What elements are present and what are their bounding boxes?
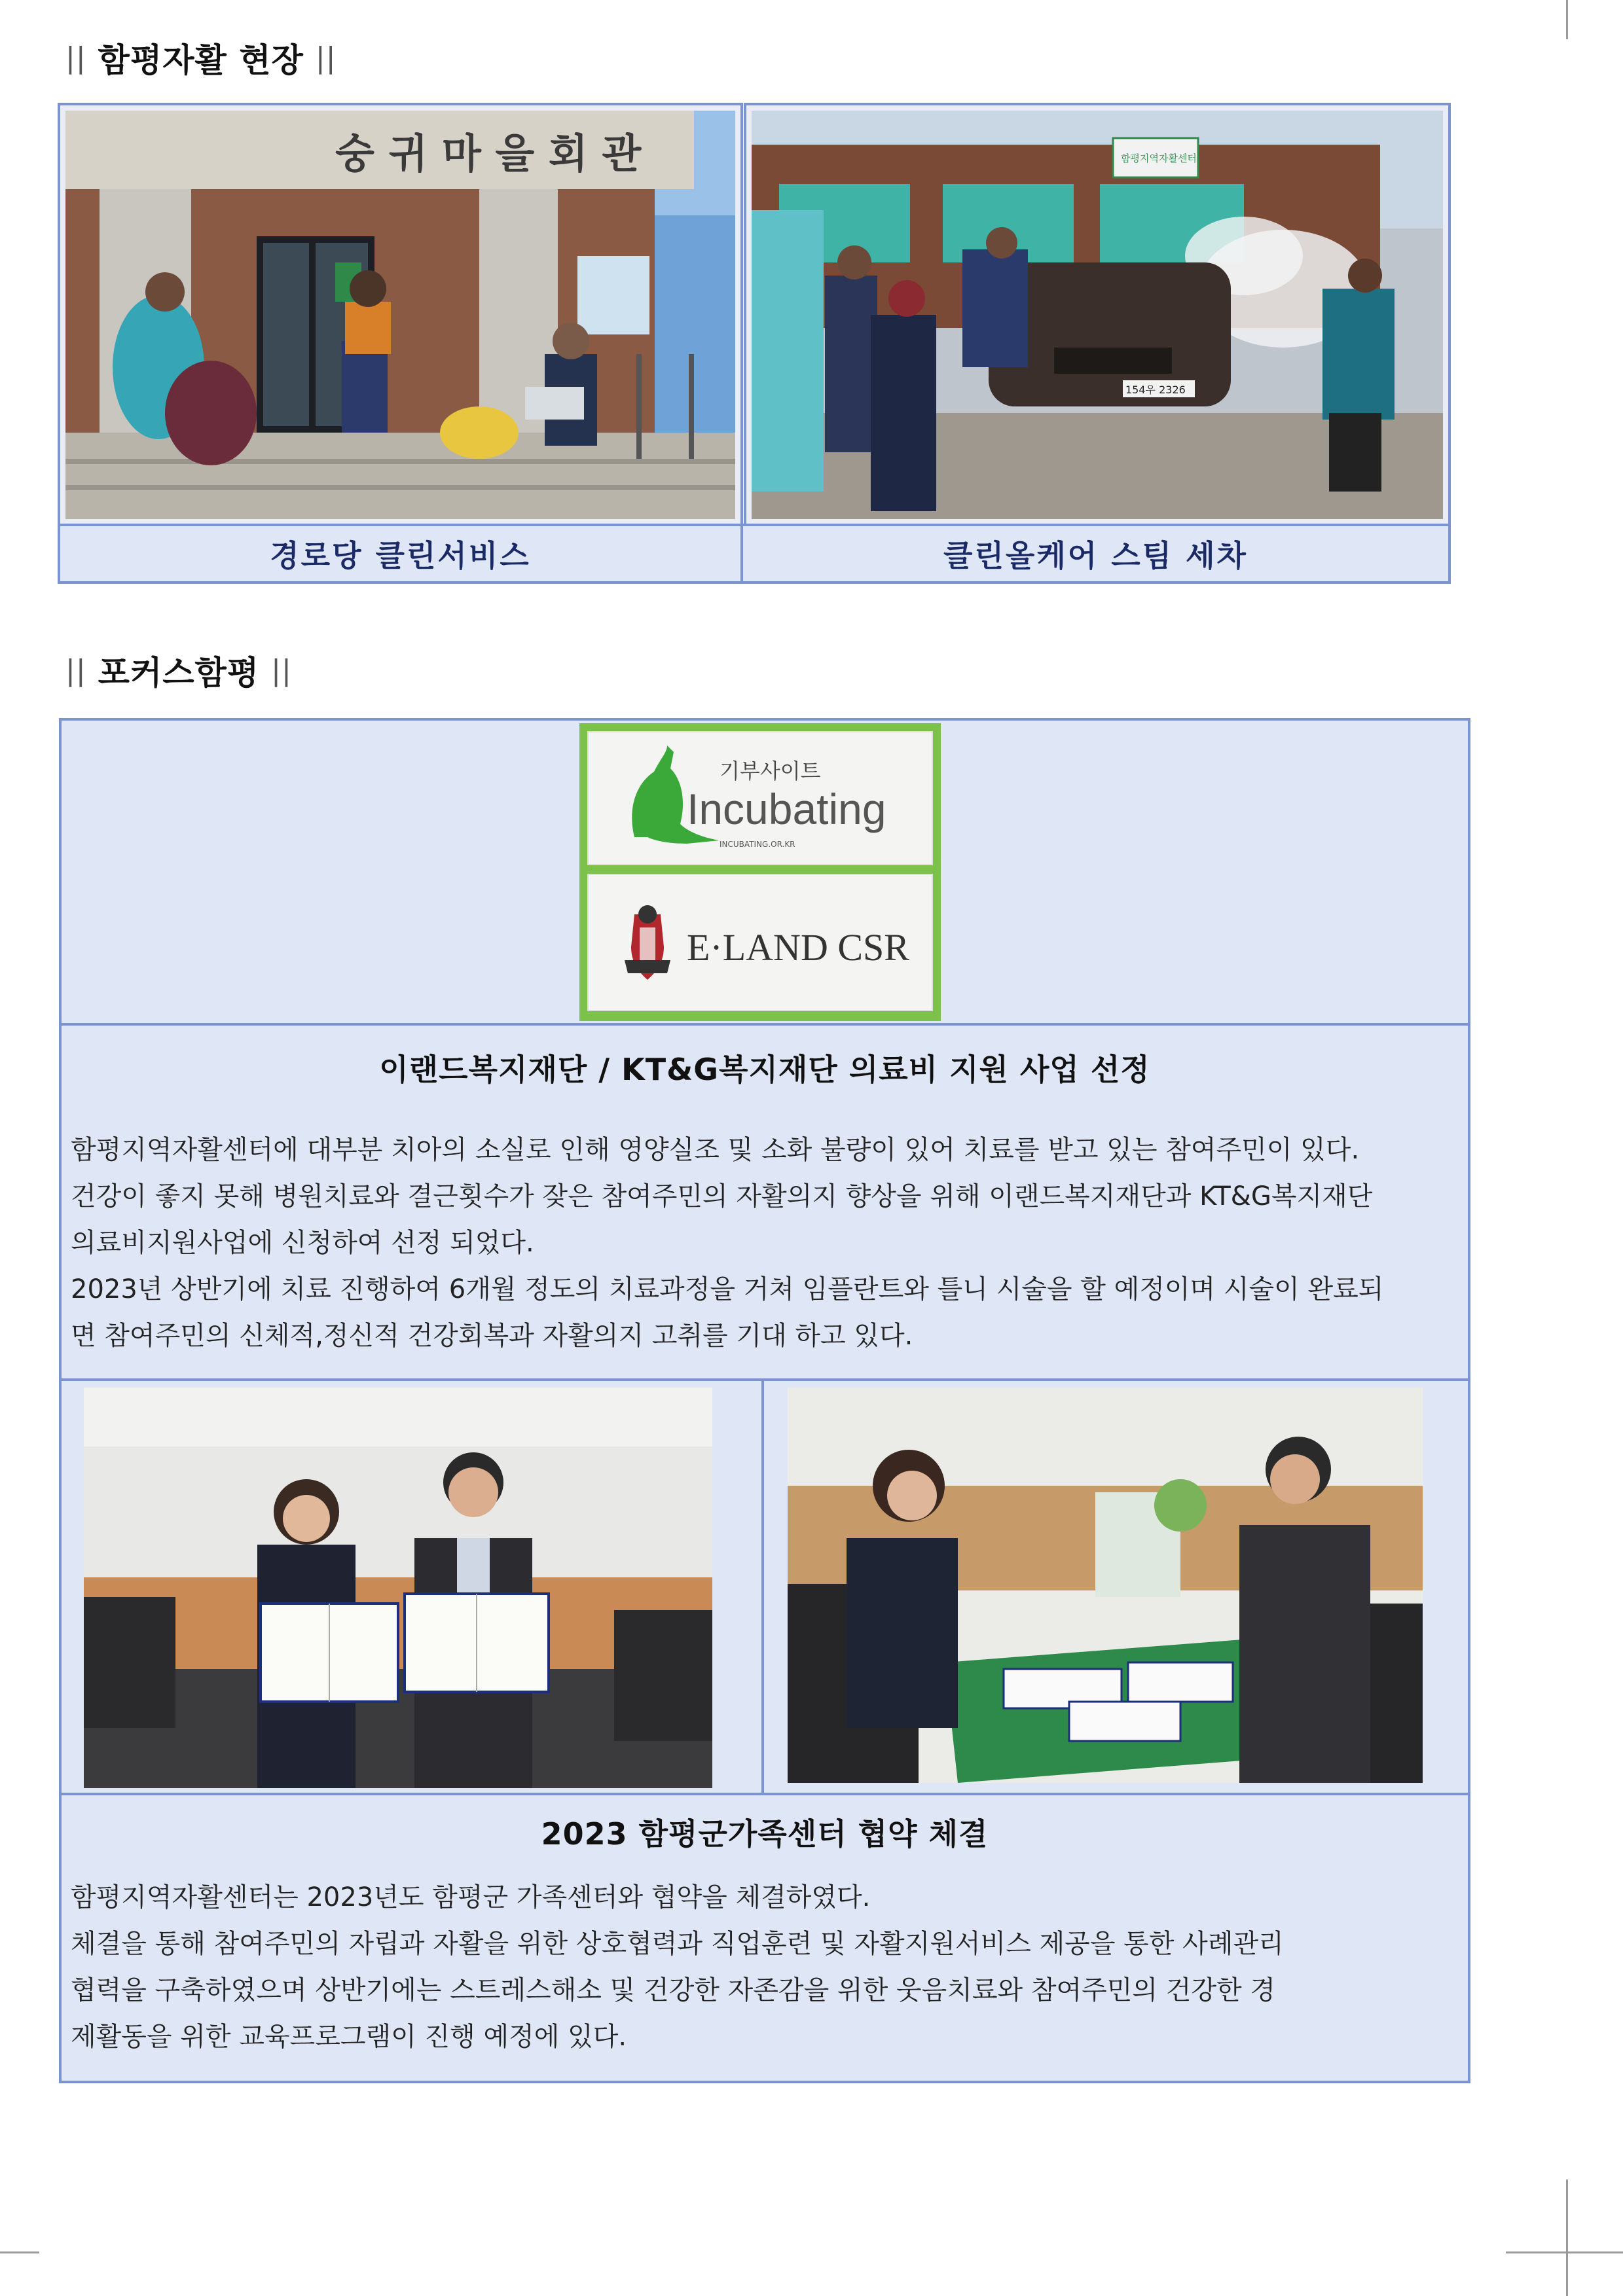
section-title: 포커스함평 — [98, 654, 260, 692]
photo-steam-carwash — [744, 103, 1451, 527]
article-body — [71, 1874, 1459, 2060]
photo-caption: 클린올케어 스팀 세차 — [740, 524, 1451, 584]
article-line: 건강이 좋지 못해 병원치료와 결근횟수가 잦은 참여주민의 자활의지 향상을 위해 이랜드복지재단과 KT&G복지재단 — [71, 1181, 1373, 1211]
article-line: 협력을 구축하였으며 상반기에는 스트레스해소 및 건강한 자존감을 위한 웃음치료와 참여주민의 건강한 경 — [71, 1975, 1276, 2005]
article-line: 체결을 통해 참여주민의 자립과 자활을 위한 상호협력과 직업훈련 및 자활지원서비스 제공을 통한 사례관리 — [71, 1929, 1284, 1959]
incubating-main-text: Incubating — [687, 785, 886, 833]
article-line: 2023년 상반기에 치료 진행하여 6개월 정도의 치료과정을 거쳐 임플란트와 틀니 시술을 할 예정이며 시술이 완료되 — [71, 1274, 1384, 1304]
sponsor-logos — [579, 723, 941, 1021]
center-sign: 함평지역자활센터 — [1121, 152, 1197, 164]
divider — [59, 1378, 1470, 1381]
building-sign: 숭 귀 마 을 회 관 — [335, 130, 642, 177]
divider — [59, 1793, 1470, 1795]
article-line: 제활동을 위한 교육프로그램이 진행 예정에 있다. — [71, 2022, 627, 2052]
article-title: 2023 함평군가족센터 협약 체결 — [541, 1816, 989, 1852]
photo-cleaning-service-image — [60, 105, 740, 524]
section-heading-focus — [65, 647, 292, 694]
photo-caption: 경로당 클린서비스 — [58, 524, 743, 584]
photo-steam-carwash-image — [746, 105, 1448, 524]
divider — [761, 1378, 764, 1795]
photo-cleaning-service — [58, 103, 743, 527]
article-line: 함평지역자활센터는 2023년도 함평군 가족센터와 협약을 체결하였다. — [71, 1882, 871, 1912]
photo-agreement-signing — [84, 1388, 712, 1788]
divider — [59, 1023, 1470, 1026]
crop-mark — [1566, 0, 1568, 39]
heading-bar: || — [65, 41, 86, 75]
crop-mark — [1566, 2179, 1568, 2296]
heading-bar: || — [271, 653, 292, 687]
article-body — [71, 1127, 1459, 1359]
license-plate: 154우 2326 — [1125, 384, 1186, 396]
section-heading-field — [65, 34, 337, 81]
article-line: 면 참여주민의 신체적,정신적 건강회복과 자활의지 고취를 기대 하고 있다. — [71, 1321, 913, 1351]
incubating-small-text: 기부사이트 — [720, 759, 821, 783]
eland-logo — [587, 874, 933, 1011]
incubating-url-text: INCUBATING.OR.KR — [720, 840, 795, 849]
article-line: 의료비지원사업에 신청하여 선정 되었다. — [71, 1228, 534, 1258]
incubating-logo — [587, 731, 933, 865]
section-title: 함평자활 현장 — [98, 41, 304, 79]
eland-crest-icon — [625, 905, 670, 980]
crop-mark — [1506, 2251, 1623, 2253]
heading-bar: || — [315, 41, 337, 75]
eland-text: E·LAND CSR — [687, 926, 909, 969]
article-title: 이랜드복지재단 / KT&G복지재단 의료비 지원 사업 선정 — [379, 1052, 1150, 1087]
photo-agreement-meeting — [788, 1388, 1423, 1783]
crop-mark — [0, 2251, 39, 2253]
heading-bar: || — [65, 653, 86, 687]
article-line: 함평지역자활센터에 대부분 치아의 소실로 인해 영양실조 및 소화 불량이 있어 치료를 받고 있는 참여주민이 있다. — [71, 1135, 1360, 1165]
